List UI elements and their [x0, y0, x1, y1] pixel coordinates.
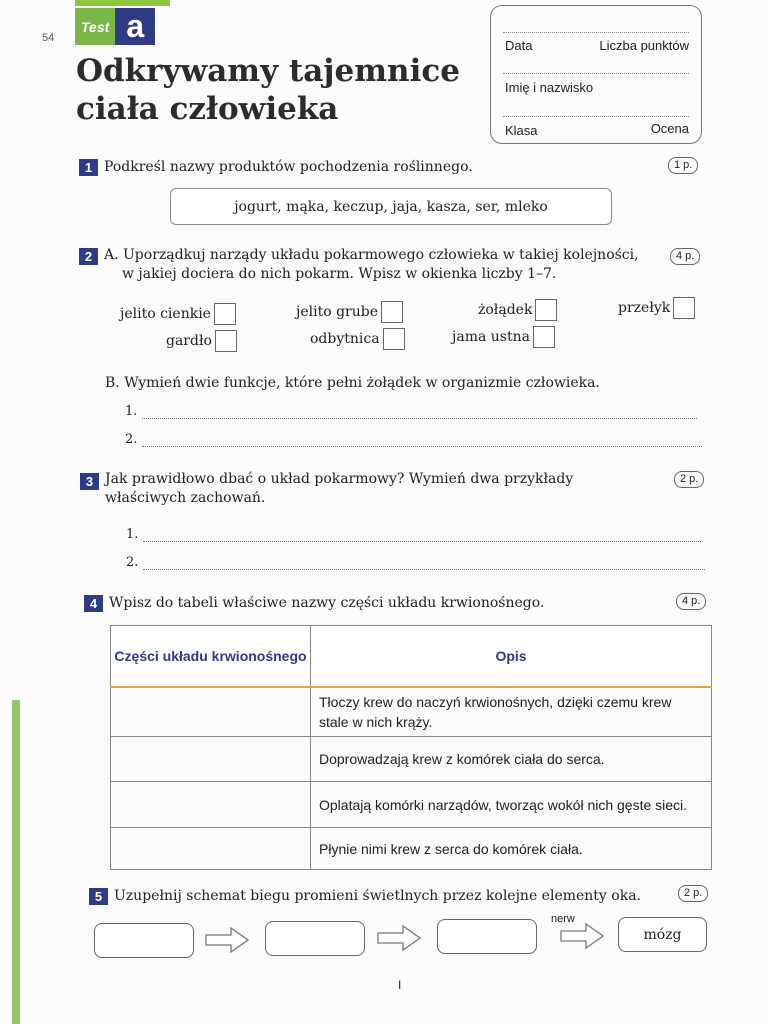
organ-item: [452, 326, 555, 348]
line-number: 2.: [125, 432, 138, 447]
points-badge: 2 p.: [678, 885, 708, 902]
answer-line[interactable]: [126, 527, 701, 542]
dotted-line: [142, 436, 702, 447]
question-3: [80, 470, 573, 508]
info-row-line: [503, 116, 689, 117]
dotted-line: [143, 559, 705, 570]
organ-item: [478, 299, 557, 321]
question-text: [105, 470, 573, 508]
side-color-bar: [12, 700, 20, 1024]
answer-cell[interactable]: [111, 687, 311, 737]
top-color-strip: [75, 0, 170, 6]
dotted-line: [142, 408, 697, 419]
organ-label: gardło: [166, 333, 212, 349]
question-text-line: właściwych zachowań.: [105, 490, 266, 506]
question-text: Wpisz do tabeli właściwe nazwy części układu krwionośnego.: [109, 595, 545, 611]
date-label: Data: [505, 38, 533, 53]
answer-box[interactable]: [383, 328, 405, 350]
chain-answer-box[interactable]: [94, 923, 194, 958]
table-row: [111, 782, 712, 828]
dotted-line: [143, 531, 701, 542]
organ-label: jelito cienkie: [120, 306, 211, 322]
question-5: [89, 887, 641, 906]
student-info-box: [490, 5, 702, 144]
class-label: Klasa: [505, 123, 538, 138]
title-line-2: ciała człowieka: [76, 91, 339, 127]
table-header: Części układu krwionośnego: [111, 626, 311, 688]
answer-cell[interactable]: [111, 782, 311, 828]
points-badge: 1 p.: [668, 157, 698, 174]
line-number: 2.: [126, 555, 139, 570]
arrow-right-icon: [560, 923, 604, 949]
info-row-line: [503, 32, 689, 33]
chain-answer-box[interactable]: [437, 919, 537, 954]
page-title: [76, 52, 460, 128]
chain-answer-box[interactable]: [265, 921, 365, 956]
answer-box[interactable]: [215, 330, 237, 352]
question-text-line: w jakiej dociera do nich pokarm. Wpisz w okienka liczby 1–7.: [122, 266, 557, 282]
table-row: [111, 828, 712, 870]
test-badge: [75, 8, 155, 45]
question-number: 3: [80, 473, 99, 490]
answer-box[interactable]: [533, 326, 555, 348]
question-2b-text: B. Wymień dwie funkcje, które pełni żołądek w organizmie człowieka.: [105, 375, 600, 391]
question-4: [84, 594, 544, 613]
organ-item: [310, 328, 405, 350]
question-2: [79, 246, 639, 284]
question-text-line: A. Uporządkuj narządy układu pokarmowego człowieka w takiej kolejności,: [104, 247, 639, 263]
circulatory-table: [110, 625, 712, 870]
organ-label: jelito grube: [296, 304, 379, 320]
footer-mark: I: [398, 978, 402, 992]
name-label: Imię i nazwisko: [505, 80, 594, 95]
nerve-label: nerw: [551, 913, 575, 925]
question-number: 1: [79, 159, 98, 176]
answer-line[interactable]: [126, 555, 705, 570]
answer-box[interactable]: [214, 303, 236, 325]
line-number: 1.: [125, 404, 138, 419]
line-number: 1.: [126, 527, 139, 542]
answer-cell[interactable]: [111, 737, 311, 782]
brain-box: mózg: [618, 917, 707, 952]
info-row-line: [503, 73, 689, 74]
product-list-box: jogurt, mąka, keczup, jaja, kasza, ser, mleko: [170, 188, 612, 225]
answer-box[interactable]: [535, 299, 557, 321]
description-cell: Doprowadzają krew z komórek ciała do serca.: [311, 737, 712, 782]
answer-box[interactable]: [381, 301, 403, 323]
organ-item: [166, 330, 237, 352]
answer-line[interactable]: [125, 432, 702, 447]
question-1: [79, 158, 473, 177]
test-label: Test: [75, 8, 115, 45]
question-text: Uzupełnij schemat biegu promieni świetlnych przez kolejne elementy oka.: [114, 888, 642, 904]
description-cell: Płynie nimi krew z serca do komórek ciała.: [311, 828, 712, 870]
points-badge: 4 p.: [676, 593, 706, 610]
arrow-right-icon: [377, 925, 421, 951]
organ-label: żołądek: [478, 302, 533, 318]
grade-label: Ocena: [650, 121, 689, 136]
page-number: 54: [42, 32, 55, 44]
description-cell: Tłoczy krew do naczyń krwionośnych, dzięki czemu krew stale w nich krąży.: [311, 687, 712, 737]
question-text: Podkreśl nazwy produktów pochodzenia roślinnego.: [104, 159, 473, 175]
organ-item: [120, 303, 236, 325]
organ-label: jama ustna: [452, 329, 530, 345]
answer-cell[interactable]: [111, 828, 311, 870]
table-header: Opis: [311, 626, 712, 688]
answer-line[interactable]: [125, 404, 697, 419]
points-badge: 4 p.: [670, 248, 700, 265]
description-cell: Oplatają komórki narządów, tworząc wokół nich gęste sieci.: [311, 782, 712, 828]
organ-item: [296, 301, 403, 323]
organ-item: [618, 297, 695, 319]
question-number: 4: [84, 595, 103, 612]
question-text-line: Jak prawidłowo dbać o układ pokarmowy? Wymień dwa przykłady: [105, 471, 574, 487]
title-line-1: Odkrywamy tajemnice: [76, 53, 460, 89]
test-variant-letter: a: [115, 8, 155, 45]
answer-box[interactable]: [673, 297, 695, 319]
question-number: 5: [89, 888, 108, 905]
organ-label: przełyk: [618, 300, 671, 316]
table-row: [111, 737, 712, 782]
arrow-right-icon: [205, 927, 249, 953]
table-header-row: [111, 626, 712, 688]
question-number: 2: [79, 248, 98, 265]
question-text: [104, 246, 639, 284]
points-label: Liczba punktów: [599, 38, 689, 53]
organ-label: odbytnica: [310, 331, 380, 347]
points-badge: 2 p.: [674, 471, 704, 488]
table-row: [111, 687, 712, 737]
